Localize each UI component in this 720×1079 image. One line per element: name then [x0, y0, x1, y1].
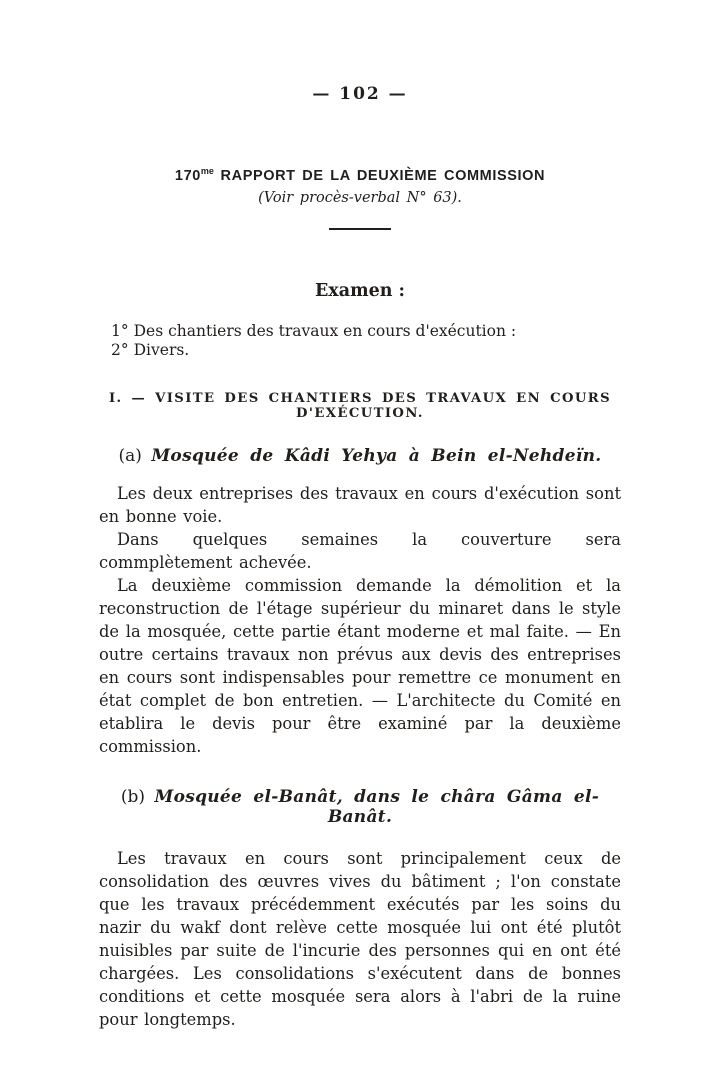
subsection-a-heading	[99, 446, 621, 466]
section-1-heading: I. — VISITE DES CHANTIERS DES TRAVAUX EN COURS D'EXÉCUTION.	[108, 391, 612, 422]
subsection-a	[99, 446, 621, 758]
page-content	[99, 0, 621, 1031]
subsection-b-heading	[99, 787, 621, 827]
agenda-item-1-number: 1°	[111, 322, 129, 341]
agenda-item-1-text: Des chantiers des travaux en cours d'exécution :	[133, 322, 517, 341]
paragraph: Dans quelques semaines la couverture sera commplètement achevée.	[99, 530, 621, 573]
subsection-b-label: (b)	[120, 787, 146, 808]
subsection-a-label: (a)	[118, 446, 142, 467]
subsection-b-title: Mosquée el-Banât, dans le châra Gâma el-Banât.	[154, 787, 600, 828]
agenda-list	[99, 322, 621, 360]
paragraph: Les deux entreprises des travaux en cours d'exécution sont en bonne voie.	[99, 484, 621, 527]
agenda-item-2	[111, 341, 621, 360]
report-title-text: RAPPORT DE LA DEUXIÈME COMMISSION	[213, 167, 546, 184]
paragraph: La deuxième commission demande la démolition et la reconstruction de l'étage supérieur du minaret dans le style de la mosquée, cette partie étant moderne et mal faite. — En outre certains travaux non prévus aux devis des entreprises en cours sont indispensables pour remettre ce monument en état complet de bon entretien. — L'architecte du Comité en etablira le devis pour être examiné par la deuxième commission.	[99, 576, 621, 757]
subsection-b	[99, 787, 621, 1031]
agenda-item-1	[111, 322, 621, 341]
subsection-a-body	[99, 482, 621, 758]
page-number: — 102 —	[312, 84, 408, 104]
subsection-b-body	[99, 847, 621, 1031]
paragraph: Les travaux en cours sont principalement ceux de consolidation des œuvres vives du bâtiment ; l'on constate que les travaux précédemment exécutés par les soins du nazir du wakf dont relève cette mosquée lui ont été plutôt nuisibles par suite de l'incurie des personnes qui en ont été chargées. Les consolidations s'exécutent dans de bonnes conditions et cette mosquée sera alors à l'abri de la ruine pour longtemps.	[99, 849, 621, 1030]
report-title-number: 170	[174, 167, 201, 184]
report-title	[99, 166, 621, 184]
divider-rule	[329, 228, 391, 231]
agenda-item-2-number: 2°	[111, 341, 129, 360]
subsection-a-title: Mosquée de Kâdi Yehya à Bein el-Nehdeïn.	[151, 446, 602, 467]
examen-heading: Examen :	[314, 281, 406, 302]
agenda-item-2-text: Divers.	[133, 341, 190, 360]
report-title-ordinal-suffix: me	[200, 166, 214, 176]
report-subtitle: (Voir procès-verbal N° 63).	[258, 189, 462, 206]
